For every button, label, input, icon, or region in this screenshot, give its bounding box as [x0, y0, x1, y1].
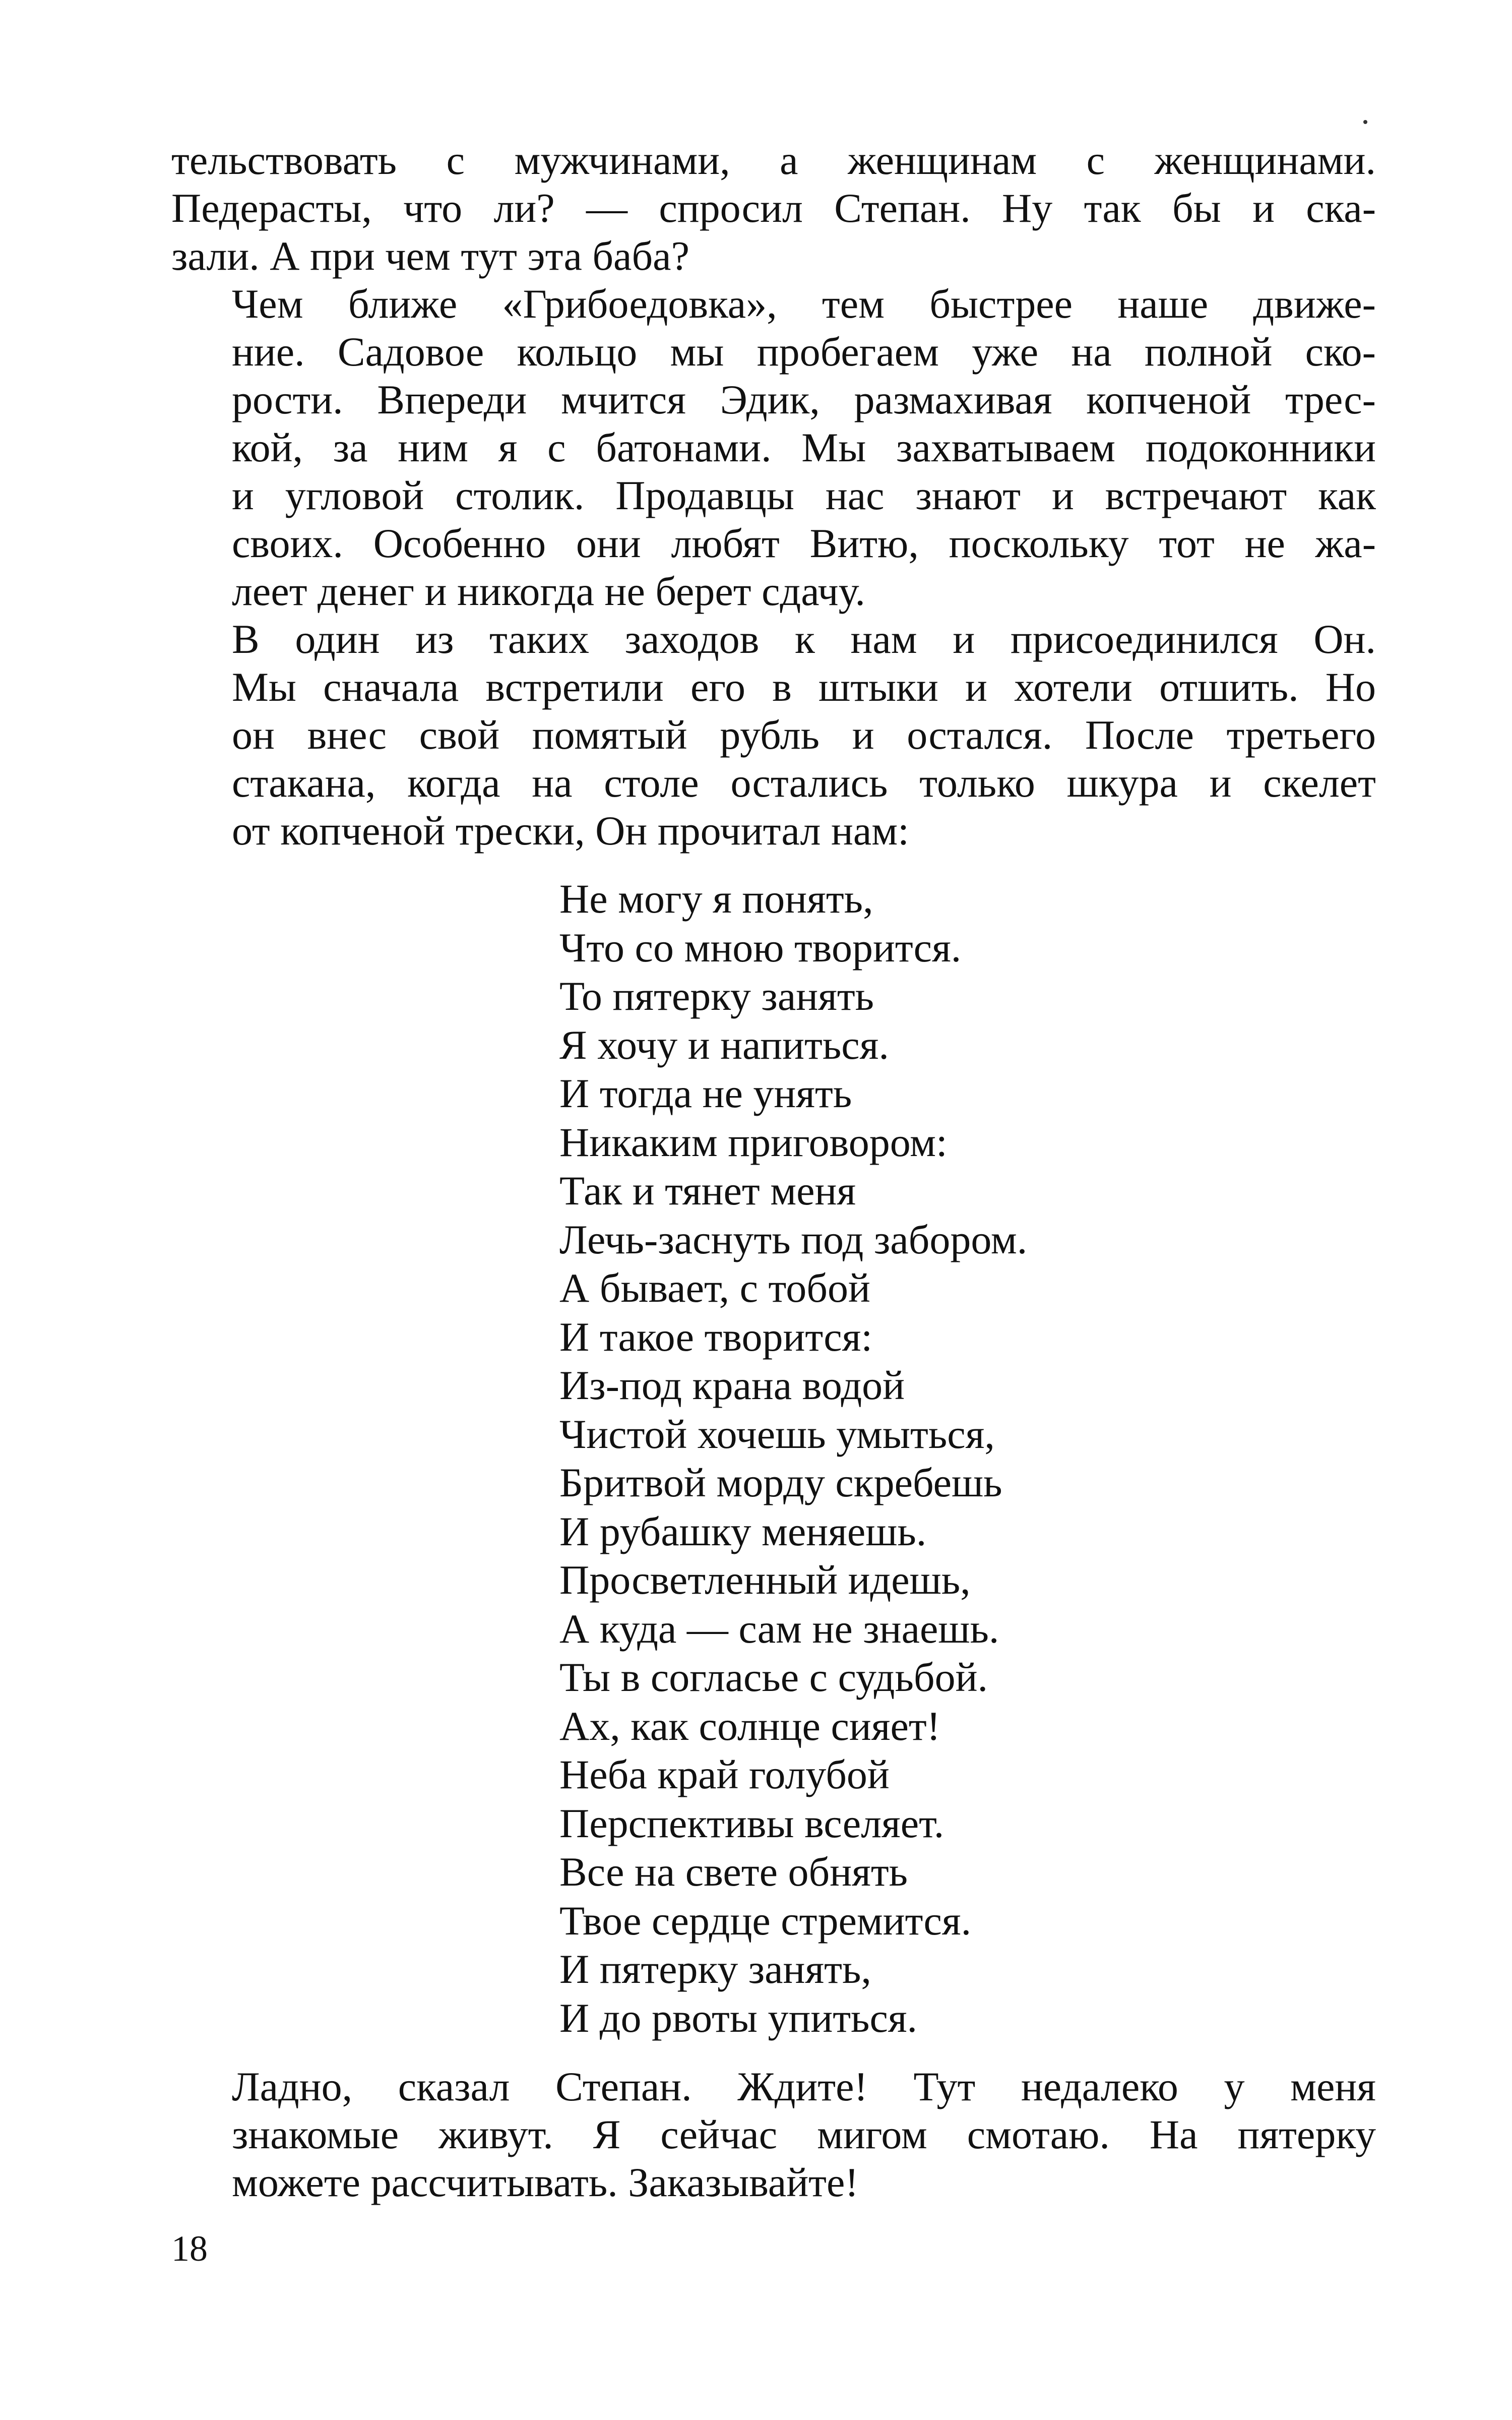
poem-line: А куда — сам не знаешь.: [559, 1605, 999, 1652]
text-line: Педерасты, что ли? — спросил Степан. Ну так бы и ска-: [171, 185, 1376, 231]
text-line: ние. Садовое кольцо мы пробегаем уже на полной ско-: [232, 329, 1376, 375]
paragraph-2: [171, 280, 1376, 615]
poem-line: А бывает, с тобой: [559, 1265, 870, 1311]
text-line: можете рассчитывать. Заказывайте!: [232, 2159, 859, 2205]
poem-line: И пятерку занять,: [559, 1946, 871, 1992]
text-line: леет денег и никогда не берет сдачу.: [232, 568, 865, 614]
poem-line: Перспективы вселяет.: [559, 1800, 944, 1846]
text-line: рости. Впереди мчится Эдик, размахивая копченой трес-: [232, 377, 1376, 422]
text-line: Ладно, сказал Степан. Ждите! Тут недалеко у меня: [232, 2064, 1376, 2109]
poem-line: И рубашку меняешь.: [559, 1508, 927, 1554]
text-line: В один из таких заходов к нам и присоединился Он.: [232, 616, 1376, 662]
text-line: и угловой столик. Продавцы нас знают и встречают как: [232, 472, 1376, 518]
text-line: тельствовать с мужчинами, а женщинам с женщинами.: [171, 137, 1376, 183]
paragraph-3: [171, 615, 1376, 855]
poem-line: Все на свете обнять: [559, 1849, 908, 1895]
poem-line: Из-под крана водой: [559, 1362, 905, 1408]
poem-line: То пятерку занять: [559, 973, 874, 1019]
poem-line: Никаким приговором:: [559, 1119, 948, 1165]
book-page: [171, 136, 1376, 2206]
text-line: стакана, когда на столе остались только шкура и скелет: [232, 760, 1376, 806]
text-line: зали. А при чем тут эта баба?: [171, 233, 689, 279]
poem-line: Я хочу и напиться.: [559, 1021, 889, 1068]
poem-line: Не могу я понять,: [559, 876, 873, 922]
poem-line: Что со мною творится.: [559, 924, 962, 971]
poem: [559, 875, 1376, 2042]
text-line: Чем ближе «Грибоедовка», тем быстрее наше движе-: [232, 281, 1376, 327]
print-speck: [1363, 120, 1367, 124]
poem-line: Ах, как солнце сияет!: [559, 1703, 940, 1749]
poem-line: Просветленный идешь,: [559, 1557, 971, 1603]
text-line: он внес свой помятый рубль и остался. После третьего: [232, 712, 1376, 758]
text-line: своих. Особенно они любят Витю, поскольку тот не жа-: [232, 520, 1376, 566]
poem-line: Чистой хочешь умыться,: [559, 1411, 995, 1457]
poem-line: Неба край голубой: [559, 1751, 890, 1797]
poem-line: Твое сердце стремится.: [559, 1897, 972, 1944]
poem-line: И тогда не унять: [559, 1070, 852, 1116]
closing-paragraph: [171, 2063, 1376, 2206]
paragraph-1: [171, 136, 1376, 280]
text-line: знакомые живут. Я сейчас мигом смотаю. На пятерку: [232, 2111, 1376, 2157]
poem-line: И такое творится:: [559, 1313, 873, 1360]
text-line: Мы сначала встретили его в штыки и хотели отшить. Но: [232, 664, 1376, 710]
text-line: кой, за ним я с батонами. Мы захватываем подоконники: [232, 425, 1376, 470]
poem-line: Лечь-заснуть под забором.: [559, 1216, 1028, 1262]
poem-line: Бритвой морду скребешь: [559, 1460, 1002, 1505]
page-number: 18: [171, 2228, 208, 2269]
text-line: от копченой трески, Он прочитал нам:: [232, 808, 909, 854]
poem-line: Так и тянет меня: [559, 1168, 856, 1214]
poem-line: Ты в согласье с судьбой.: [559, 1654, 988, 1700]
poem-line: И до рвоты упиться.: [559, 1994, 918, 2041]
